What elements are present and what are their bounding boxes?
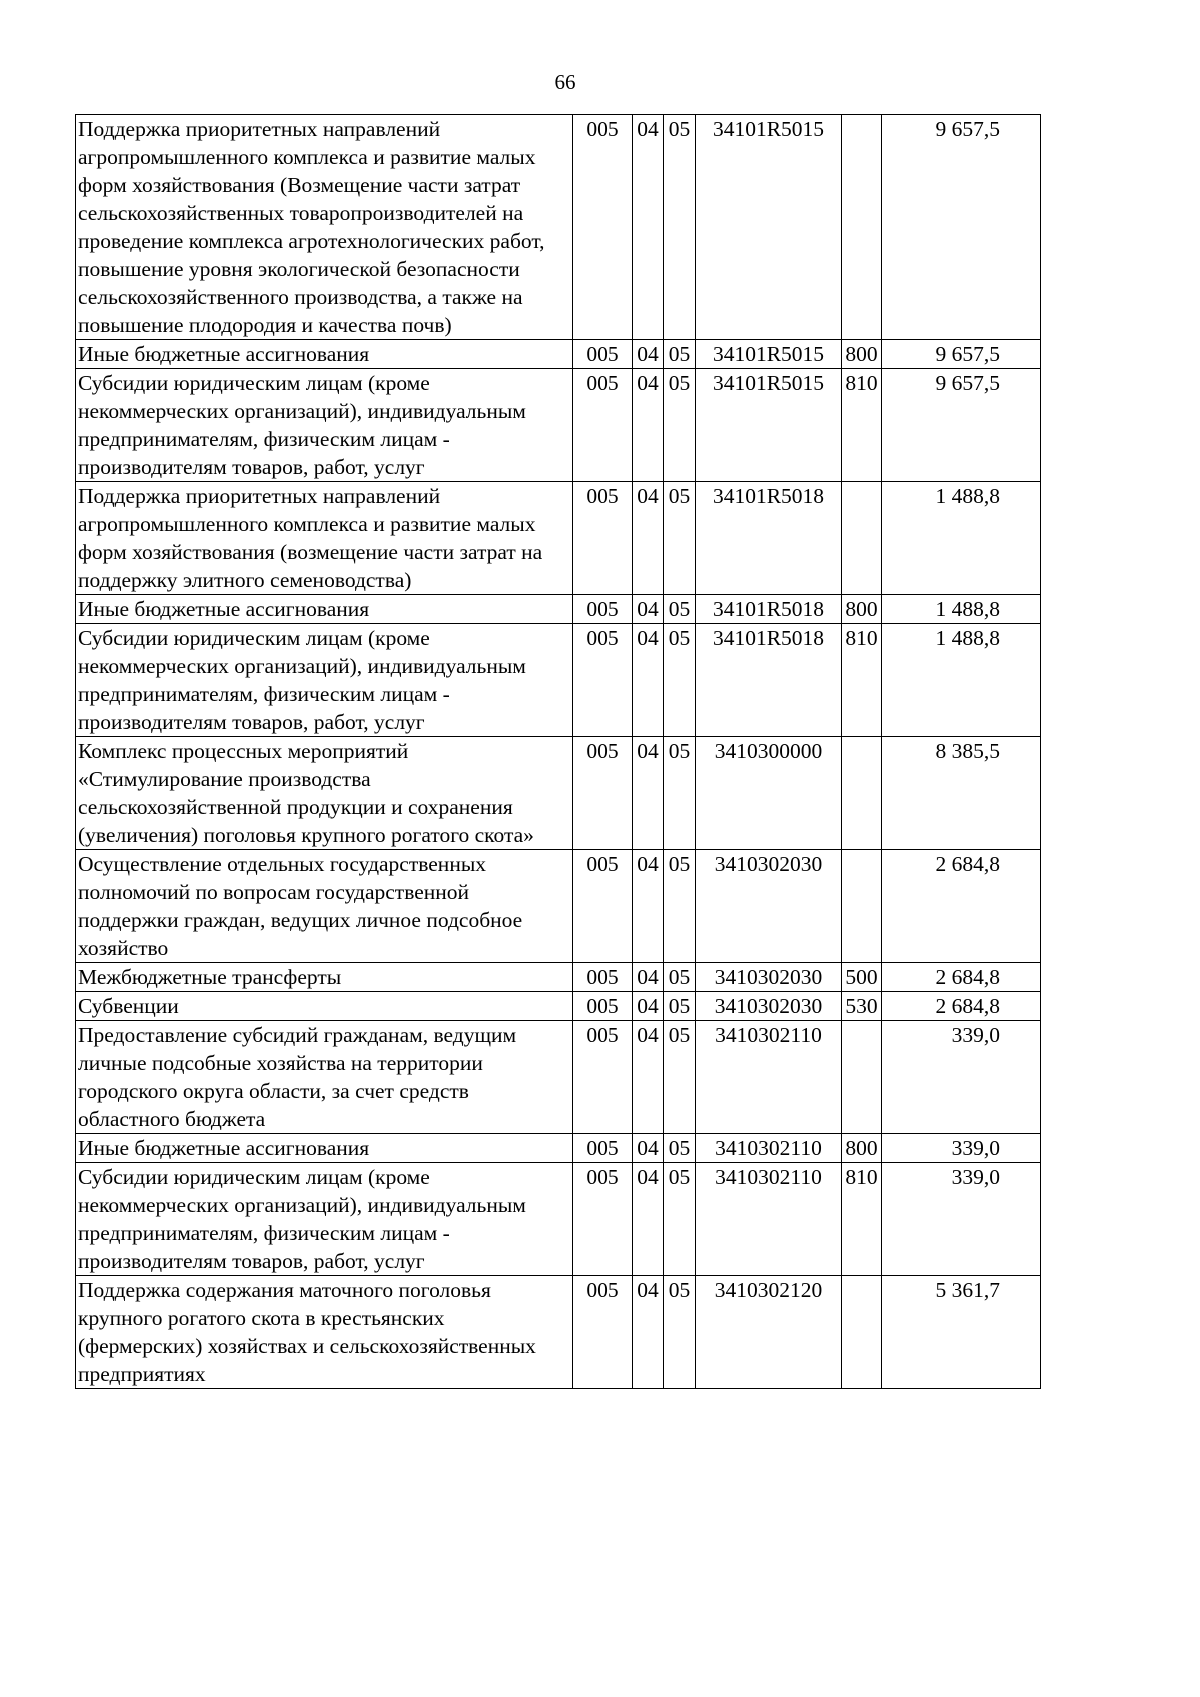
table-row bbox=[76, 850, 1041, 963]
expense-type-code: 800 bbox=[842, 340, 882, 369]
expense-name: Иные бюджетные ассигнования bbox=[76, 340, 573, 369]
table-row bbox=[76, 115, 1041, 340]
section-code: 04 bbox=[633, 340, 664, 369]
target-article-code: 34101R5015 bbox=[696, 369, 842, 482]
expense-type-code bbox=[842, 1021, 882, 1134]
expense-type-code: 530 bbox=[842, 992, 882, 1021]
expense-name: Поддержка содержания маточного поголовья крупного рогатого скота в крестьянских (фермерских) хозяйствах и сельскохозяйственных предприятиях bbox=[76, 1276, 573, 1389]
subsection-code: 05 bbox=[664, 1163, 696, 1276]
subsection-code: 05 bbox=[664, 992, 696, 1021]
amount: 9 657,5 bbox=[882, 115, 1041, 340]
subsection-code: 05 bbox=[664, 850, 696, 963]
department-code: 005 bbox=[573, 1276, 633, 1389]
section-code: 04 bbox=[633, 992, 664, 1021]
amount: 339,0 bbox=[882, 1163, 1041, 1276]
subsection-code: 05 bbox=[664, 1276, 696, 1389]
section-code: 04 bbox=[633, 624, 664, 737]
section-code: 04 bbox=[633, 1163, 664, 1276]
expense-type-code: 800 bbox=[842, 1134, 882, 1163]
expense-name: Субвенции bbox=[76, 992, 573, 1021]
target-article-code: 3410302120 bbox=[696, 1276, 842, 1389]
table-row bbox=[76, 595, 1041, 624]
amount: 1 488,8 bbox=[882, 624, 1041, 737]
department-code: 005 bbox=[573, 850, 633, 963]
target-article-code: 3410300000 bbox=[696, 737, 842, 850]
amount: 1 488,8 bbox=[882, 595, 1041, 624]
target-article-code: 34101R5015 bbox=[696, 340, 842, 369]
expense-type-code: 500 bbox=[842, 963, 882, 992]
expense-type-code bbox=[842, 115, 882, 340]
expense-type-code bbox=[842, 850, 882, 963]
amount: 9 657,5 bbox=[882, 340, 1041, 369]
subsection-code: 05 bbox=[664, 624, 696, 737]
department-code: 005 bbox=[573, 1163, 633, 1276]
amount: 339,0 bbox=[882, 1134, 1041, 1163]
target-article-code: 3410302030 bbox=[696, 850, 842, 963]
department-code: 005 bbox=[573, 1021, 633, 1134]
table-row bbox=[76, 992, 1041, 1021]
table-body bbox=[76, 115, 1041, 1389]
expense-type-code bbox=[842, 482, 882, 595]
section-code: 04 bbox=[633, 482, 664, 595]
expense-name: Предоставление субсидий гражданам, ведущим личные подсобные хозяйства на территории городского округа области, за счет средств областного бюджета bbox=[76, 1021, 573, 1134]
expense-name: Субсидии юридическим лицам (кроме некоммерческих организаций), индивидуальным предпринимателям, физическим лицам - производителям товаров, работ, услуг bbox=[76, 369, 573, 482]
expense-type-code: 800 bbox=[842, 595, 882, 624]
expense-type-code bbox=[842, 737, 882, 850]
amount: 5 361,7 bbox=[882, 1276, 1041, 1389]
target-article-code: 3410302110 bbox=[696, 1134, 842, 1163]
expense-name: Субсидии юридическим лицам (кроме некоммерческих организаций), индивидуальным предпринимателям, физическим лицам - производителям товаров, работ, услуг bbox=[76, 1163, 573, 1276]
department-code: 005 bbox=[573, 115, 633, 340]
target-article-code: 34101R5018 bbox=[696, 482, 842, 595]
table-row bbox=[76, 340, 1041, 369]
expense-name: Осуществление отдельных государственных полномочий по вопросам государственной поддержки граждан, ведущих личное подсобное хозяйство bbox=[76, 850, 573, 963]
department-code: 005 bbox=[573, 624, 633, 737]
table-row bbox=[76, 737, 1041, 850]
table-row bbox=[76, 369, 1041, 482]
section-code: 04 bbox=[633, 115, 664, 340]
subsection-code: 05 bbox=[664, 595, 696, 624]
expense-name: Иные бюджетные ассигнования bbox=[76, 595, 573, 624]
section-code: 04 bbox=[633, 1276, 664, 1389]
target-article-code: 34101R5018 bbox=[696, 595, 842, 624]
department-code: 005 bbox=[573, 737, 633, 850]
table-row bbox=[76, 1021, 1041, 1134]
expense-type-code: 810 bbox=[842, 624, 882, 737]
subsection-code: 05 bbox=[664, 115, 696, 340]
page-number: 66 bbox=[554, 70, 576, 94]
budget-table bbox=[75, 114, 1041, 1389]
amount: 2 684,8 bbox=[882, 963, 1041, 992]
target-article-code: 3410302030 bbox=[696, 992, 842, 1021]
department-code: 005 bbox=[573, 482, 633, 595]
expense-name: Комплекс процессных мероприятий «Стимулирование производства сельскохозяйственной продукции и сохранения (увеличения) поголовья крупного рогатого скота» bbox=[76, 737, 573, 850]
target-article-code: 3410302110 bbox=[696, 1021, 842, 1134]
subsection-code: 05 bbox=[664, 482, 696, 595]
section-code: 04 bbox=[633, 963, 664, 992]
expense-type-code: 810 bbox=[842, 369, 882, 482]
department-code: 005 bbox=[573, 369, 633, 482]
expense-name: Поддержка приоритетных направлений агропромышленного комплекса и развитие малых форм хозяйствования (возмещение части затрат на поддержку элитного семеноводства) bbox=[76, 482, 573, 595]
department-code: 005 bbox=[573, 963, 633, 992]
department-code: 005 bbox=[573, 992, 633, 1021]
target-article-code: 34101R5018 bbox=[696, 624, 842, 737]
table-row bbox=[76, 1276, 1041, 1389]
table-row bbox=[76, 963, 1041, 992]
section-code: 04 bbox=[633, 737, 664, 850]
section-code: 04 bbox=[633, 850, 664, 963]
section-code: 04 bbox=[633, 369, 664, 482]
expense-name: Межбюджетные трансферты bbox=[76, 963, 573, 992]
amount: 2 684,8 bbox=[882, 850, 1041, 963]
target-article-code: 3410302110 bbox=[696, 1163, 842, 1276]
subsection-code: 05 bbox=[664, 369, 696, 482]
expense-name: Иные бюджетные ассигнования bbox=[76, 1134, 573, 1163]
expense-type-code bbox=[842, 1276, 882, 1389]
expense-name: Поддержка приоритетных направлений агропромышленного комплекса и развитие малых форм хозяйствования (Возмещение части затрат сельскохозяйственных товаропроизводителей на проведение комплекса агротехнологических работ, повышение уровня экологической безопасности сельскохозяйственного производства, а также на повышение плодородия и качества почв) bbox=[76, 115, 573, 340]
table-row bbox=[76, 482, 1041, 595]
table-row bbox=[76, 624, 1041, 737]
target-article-code: 3410302030 bbox=[696, 963, 842, 992]
amount: 9 657,5 bbox=[882, 369, 1041, 482]
amount: 1 488,8 bbox=[882, 482, 1041, 595]
subsection-code: 05 bbox=[664, 737, 696, 850]
department-code: 005 bbox=[573, 1134, 633, 1163]
section-code: 04 bbox=[633, 1134, 664, 1163]
subsection-code: 05 bbox=[664, 1134, 696, 1163]
amount: 8 385,5 bbox=[882, 737, 1041, 850]
section-code: 04 bbox=[633, 595, 664, 624]
target-article-code: 34101R5015 bbox=[696, 115, 842, 340]
department-code: 005 bbox=[573, 340, 633, 369]
amount: 2 684,8 bbox=[882, 992, 1041, 1021]
subsection-code: 05 bbox=[664, 340, 696, 369]
department-code: 005 bbox=[573, 595, 633, 624]
table-row bbox=[76, 1134, 1041, 1163]
amount: 339,0 bbox=[882, 1021, 1041, 1134]
expense-type-code: 810 bbox=[842, 1163, 882, 1276]
table-row bbox=[76, 1163, 1041, 1276]
subsection-code: 05 bbox=[664, 1021, 696, 1134]
section-code: 04 bbox=[633, 1021, 664, 1134]
subsection-code: 05 bbox=[664, 963, 696, 992]
expense-name: Субсидии юридическим лицам (кроме некоммерческих организаций), индивидуальным предпринимателям, физическим лицам - производителям товаров, работ, услуг bbox=[76, 624, 573, 737]
